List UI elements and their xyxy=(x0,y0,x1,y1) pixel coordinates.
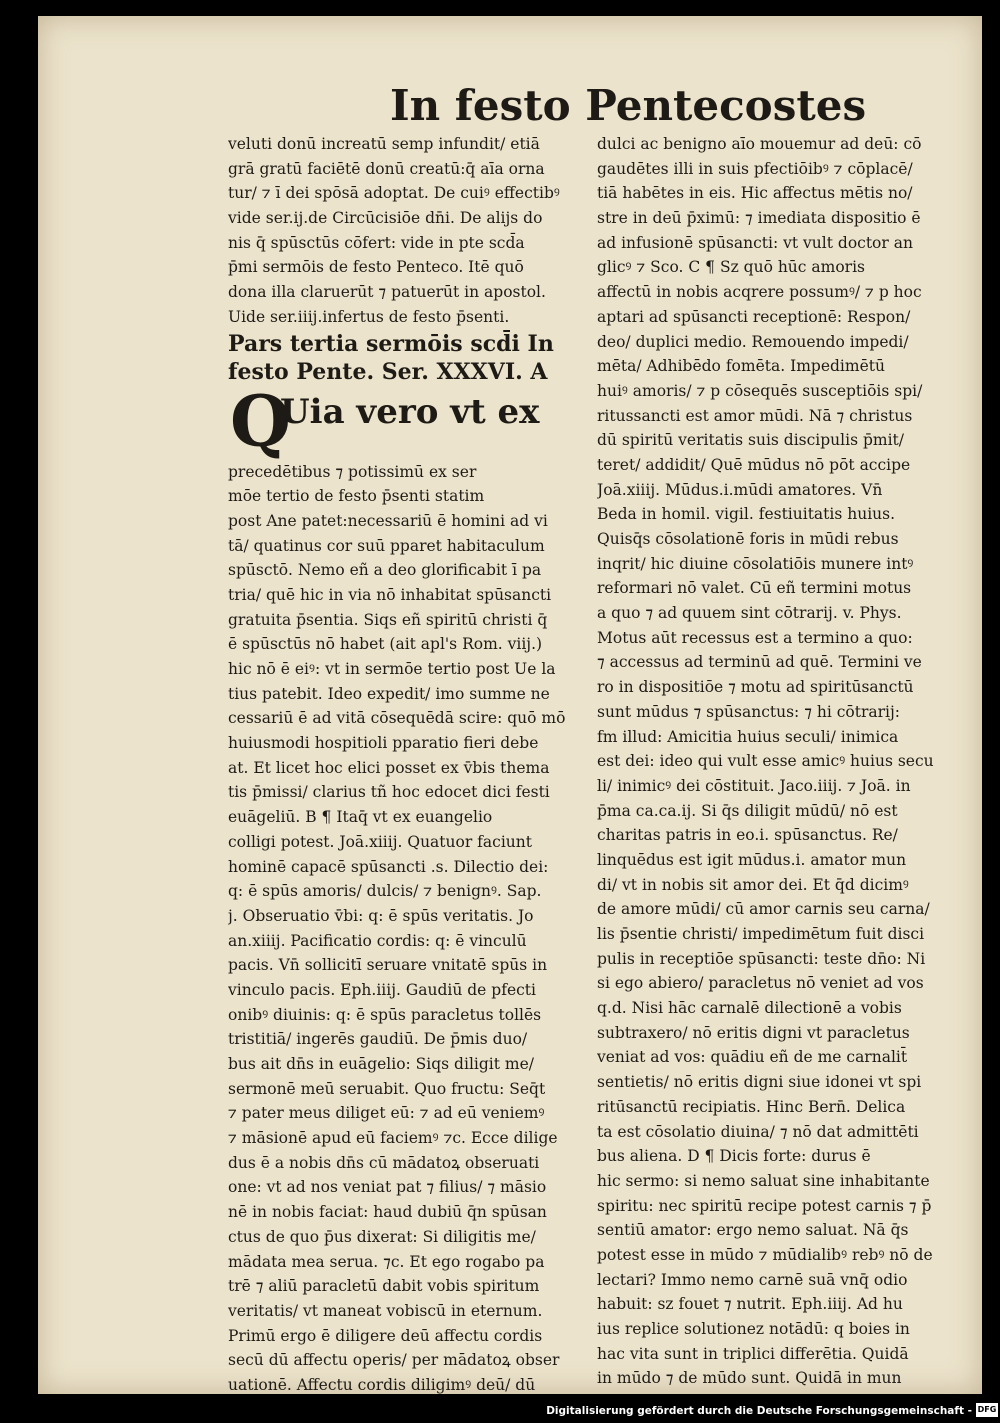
text-line: ro in dispositiōe ⁊ motu ad spiritūsanctū xyxy=(597,678,914,697)
running-head: In festo Pentecostes xyxy=(390,81,867,130)
text-line: ta est cōsolatio diuina/ ⁊ nō dat admittēti xyxy=(597,1122,919,1141)
text-line: bus aliena. D ¶ Dicis forte: durus ē xyxy=(597,1147,871,1166)
text-line: precedētibus ⁊ potissimū ex ser xyxy=(228,462,477,481)
text-line: Joā.xiiij. Mūdus.i.mūdi amatores. Vn̄ xyxy=(597,480,883,499)
left-column-top-text xyxy=(228,132,590,330)
text-line: trē ⁊ aliū paracletū dabit vobis spiritum xyxy=(228,1277,540,1296)
text-line: ⁊ accessus ad terminū ad quē. Termini ve xyxy=(597,653,922,672)
text-line: pulis in receptiōe spūsancti: teste dn̄o: Ni xyxy=(597,949,926,968)
text-line: di/ vt in nobis sit amor dei. Et q̄d dicimꝰ xyxy=(597,875,909,894)
text-line: deo/ duplici medio. Remouendo impedi/ xyxy=(597,332,909,351)
text-line: spiritu: nec spiritū recipe potest carnis ⁊ p̄ xyxy=(597,1196,932,1215)
text-line: ⁊ māsionē apud eū faciemꝰ ⁊c. Ecce dilige xyxy=(228,1129,558,1148)
text-line: Quisq̄s cōsolationē foris in mūdi rebus xyxy=(597,530,899,548)
text-line: veritatis/ vt maneat vobiscū in eternum. xyxy=(228,1301,543,1320)
text-line: ius replice solutionez notādū: q boies in xyxy=(597,1320,910,1338)
text-line: sentiū amator: ergo nemo saluat. Nā q̄s xyxy=(597,1221,909,1240)
text-line: linquēdus est igit mūdus.i. amator mun xyxy=(597,850,907,869)
left-column-body-text xyxy=(228,460,590,1398)
text-line: veluti donū increatū semp infundit/ etiā xyxy=(228,135,540,153)
text-line: ritūsanctū recipiatis. Hinc Bern̄. Delica xyxy=(597,1097,906,1116)
left-column xyxy=(228,132,590,1398)
text-line: Motus aūt recessus est a termino a quo: xyxy=(597,628,913,647)
text-line: hac vita sunt in triplici differētia. Quidā xyxy=(597,1344,909,1363)
text-line: spūsctō. Nemo eñ a deo glorificabit ī pa xyxy=(228,561,542,580)
text-line: lis p̄sentie christi/ impedimētum fuit disci xyxy=(597,925,925,943)
text-line: uationē. Affectu cordis diligimꝰ deū/ dū xyxy=(228,1375,536,1394)
text-line: at. Et licet hoc elici posset ex v̄bis thema xyxy=(228,758,550,777)
text-line: dulci ac benigno aīo mouemur ad deū: cō xyxy=(597,135,922,153)
text-line: ctus de quo p̄us dixerat: Si diligitis me/ xyxy=(228,1227,536,1246)
text-line: aptari ad spūsancti receptionē: Respon/ xyxy=(597,307,911,326)
text-line: gratuita p̄sentia. Siqs eñ spiritū christi q̄ xyxy=(228,610,548,629)
text-line: p̄ma ca.ca.ij. Si q̄s diligit mūdū/ nō est xyxy=(597,801,898,820)
text-line: mōe tertio de festo p̄senti statim xyxy=(228,487,485,506)
text-line: stre in deū p̄ximū: ⁊ imediata dispositio ē xyxy=(597,209,921,228)
text-line: hic sermo: si nemo saluat sine inhabitante xyxy=(597,1171,930,1190)
text-line: euāgeliū. B ¶ Itaq̄ vt ex euangelio xyxy=(228,808,493,827)
text-line: reformari nō valet. Cū eñ termini motus xyxy=(597,579,912,598)
text-line: affectū in nobis acqrere possumꝰ/ ⁊ p hoc xyxy=(597,283,922,302)
text-line: Uide ser.iiij.infertus de festo p̄senti. xyxy=(228,307,510,326)
text-line: fm illud: Amicitia huius seculi/ inimica xyxy=(597,727,899,746)
text-line: sermonē meū seruabit. Quo fructu: Seq̄t xyxy=(228,1079,546,1098)
text-line: a quo ⁊ ad quuem sint cōtrarij. v. Phys. xyxy=(597,604,902,623)
text-line: tius patebit. Ideo expedit/ imo summe ne xyxy=(228,684,550,703)
heading-line: festo Pente. Ser. XXXVI. A xyxy=(228,358,548,385)
text-line: si ego abiero/ paracletus nō veniet ad vos xyxy=(597,974,924,993)
text-line: onibꝰ diuinis: q: ē spūs paracletus tollēs xyxy=(228,1005,542,1024)
text-line: veniat ad vos: quādiu eñ de me carnalit̄ xyxy=(597,1048,908,1067)
text-line: j. Obseruatio v̄bi: q: ē spūs veritatis. Jo xyxy=(228,906,534,925)
opening-paragraph xyxy=(228,379,590,463)
text-line: hominē capacē spūsancti .s. Dilectio dei: xyxy=(228,857,549,876)
text-line: one: vt ad nos veniat pat ⁊ filius/ ⁊ māsio xyxy=(228,1178,547,1197)
dfg-logo: DFG xyxy=(976,1403,998,1417)
text-line: tria/ quē hic in via nō inhabitat spūsancti xyxy=(228,585,552,604)
text-line: ad infusionē spūsancti: vt vult doctor an xyxy=(597,233,913,252)
text-line: teret/ addidit/ Quē mūdus nō pōt accipe xyxy=(597,455,911,474)
text-line: nis q̄ spūsctūs cōfert: vide in pte scd̄a xyxy=(228,233,525,252)
digitization-credit: Digitalisierung gefördert durch die Deutsche Forschungsgemeinschaft - xyxy=(546,1405,972,1417)
text-line: post Ane patet:necessariū ē homini ad vi xyxy=(228,511,548,530)
section-heading xyxy=(228,330,590,386)
text-line: huiusmodi hospitioli pparatio fieri debe xyxy=(228,734,539,753)
decorated-initial: Q xyxy=(230,379,291,463)
text-line: Beda in homil. vigil. festiuitatis huius. xyxy=(597,505,896,524)
text-line: lectari? Immo nemo carnē suā vnq̄ odio xyxy=(597,1270,908,1289)
text-line: tā/ quatinus cor suū pparet habitaculum xyxy=(228,536,545,555)
text-line: p̄mi sermōis de festo Penteco. Itē quō xyxy=(228,258,524,277)
text-line: cessariū ē ad vitā cōsequēdā scire: quō mō xyxy=(228,709,566,728)
text-line: glicꝰ ⁊ Sco. C ¶ Sz quō hūc amoris xyxy=(597,258,865,277)
right-column-body-text xyxy=(597,132,962,1391)
text-line: dū spiritū veritatis suis discipulis p̄mit/ xyxy=(597,431,904,450)
text-line: gaudētes illi in suis pfectiōibꝰ ⁊ cōplacē/ xyxy=(597,159,913,178)
text-line: huiꝰ amoris/ ⁊ p cōsequēs susceptiōis spi/ xyxy=(597,381,923,400)
text-line: mēta/ Adhibēdo fomēta. Impedimētū xyxy=(597,357,885,376)
text-line: ē spūsctūs nō habet (ait apl's Rom. viij.) xyxy=(228,635,543,654)
text-line: dona illa claruerūt ⁊ patuerūt in apostol. xyxy=(228,283,546,302)
text-line: sunt mūdus ⁊ spūsanctus: ⁊ hi cōtrarij: xyxy=(597,702,900,721)
text-line: colligi potest. Joā.xiiij. Quatuor faciunt xyxy=(228,832,532,851)
text-line: li/ inimicꝰ dei cōstituit. Jaco.iiij. ⁊ Joā. in xyxy=(597,776,911,795)
text-line: ⁊ pater meus diliget eū: ⁊ ad eū veniemꝰ xyxy=(228,1104,545,1123)
text-line: tristitiā/ ingerēs gaudiū. De p̄mis duo/ xyxy=(228,1030,528,1049)
text-line: subtraxero/ nō eritis digni vt paracletus xyxy=(597,1023,910,1042)
text-line: tur/ ⁊ ī dei spōsā adoptat. De cuiꝰ effectibꝰ xyxy=(228,184,560,203)
text-line: est dei: ideo qui vult esse amicꝰ huius secu xyxy=(597,752,934,771)
text-line: charitas patris in eo.i. spūsanctus. Re/ xyxy=(597,826,898,845)
text-line: q: ē spūs amoris/ dulcis/ ⁊ benignꝰ. Sap. xyxy=(228,882,542,901)
text-line: dus ē a nobis dn̄s cū mādatoꝝ obseruati xyxy=(228,1153,540,1172)
text-line: inqrit/ hic diuine cōsolatiōis munere intꝰ xyxy=(597,554,914,573)
text-line: vide ser.ij.de Circūcisiōe dn̄i. De alijs do xyxy=(228,209,543,228)
text-line: in mūdo ⁊ de mūdo sunt. Quidā in mun xyxy=(597,1369,902,1388)
right-column xyxy=(597,132,962,1391)
text-line: sentietis/ nō eritis digni siue idonei vt spi xyxy=(597,1073,922,1092)
text-line: nē in nobis faciat: haud dubiū q̄n spūsan xyxy=(228,1203,547,1222)
text-line: pacis. Vn̄ sollicitī seruare vnitatē spūs in xyxy=(228,956,548,975)
text-line: vinculo pacis. Eph.iiij. Gaudiū de pfecti xyxy=(228,980,536,999)
text-line: mādata mea serua. ⁊c. Et ego rogabo pa xyxy=(228,1252,545,1271)
text-line: Primū ergo ē diligere deū affectu cordis xyxy=(228,1326,543,1345)
opening-words: Uia vero vt ex xyxy=(280,391,540,432)
text-line: bus ait dn̄s in euāgelio: Siqs diligit me/ xyxy=(228,1055,534,1073)
heading-line: Pars tertia sermōis scd̄i In xyxy=(228,330,554,357)
text-line: tis p̄missi/ clarius tñ hoc edocet dici festi xyxy=(228,783,550,802)
text-line: de amore mūdi/ cū amor carnis seu carna/ xyxy=(597,900,930,919)
text-line: grā gratū faciētē donū creatū:q̄ aīa orna xyxy=(228,159,545,178)
text-line: tiā habētes in eis. Hic affectus mētis no/ xyxy=(597,184,913,203)
text-line: q.d. Nisi hāc carnalē dilectionē a vobis xyxy=(597,999,902,1018)
text-line: habuit: sz fouet ⁊ nutrit. Eph.iiij. Ad hu xyxy=(597,1295,903,1314)
text-line: an.xiiij. Pacificatio cordis: q: ē vinculū xyxy=(228,931,527,950)
text-line: potest esse in mūdo ⁊ mūdialibꝰ rebꝰ nō de xyxy=(597,1245,933,1264)
text-line: secū dū affectu operis/ per mādatoꝝ obser xyxy=(228,1351,560,1370)
text-line: ritussancti est amor mūdi. Nā ⁊ christus xyxy=(597,406,913,425)
text-line: hic nō ē eiꝰ: vt in sermōe tertio post Ue la xyxy=(228,660,556,678)
